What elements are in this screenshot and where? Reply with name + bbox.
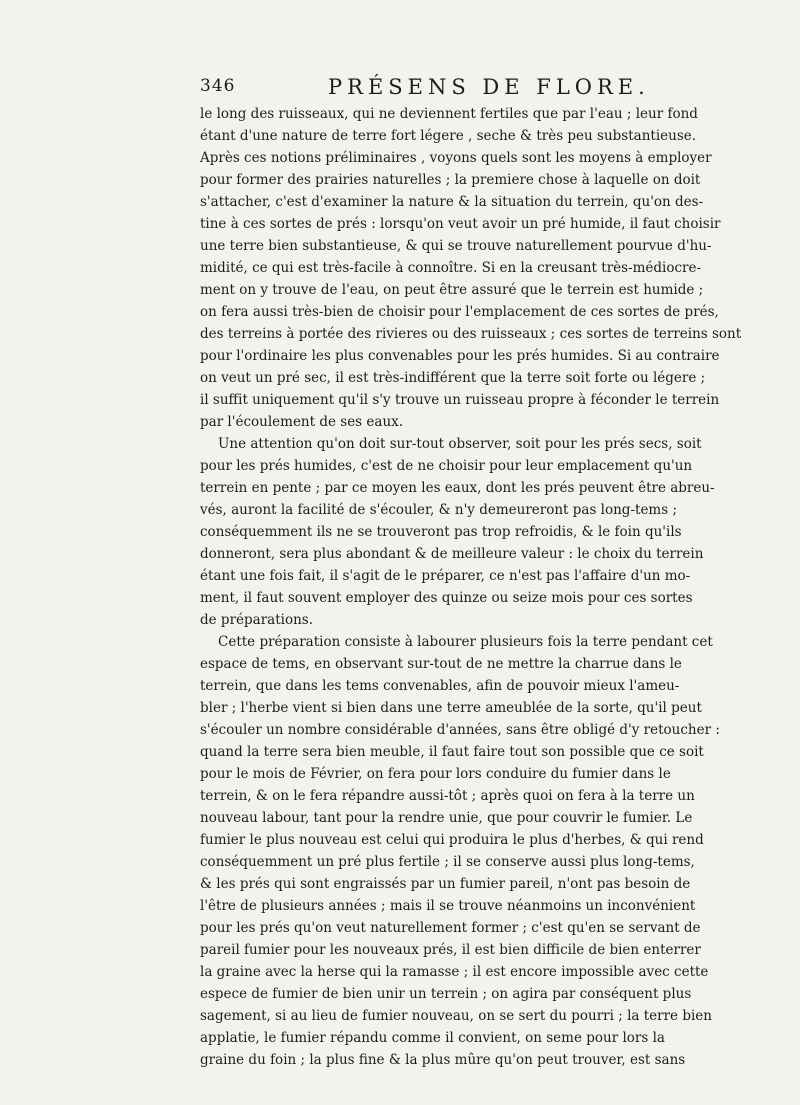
text-line: on veut un pré sec, il est très-indifférent que la terre soit forte ou légere ;	[200, 370, 706, 386]
text-line: conséquemment un pré plus fertile ; il se conserve aussi plus long-tems,	[200, 854, 695, 870]
text-line: la graine avec la herse qui la ramasse ; il est encore impossible avec cette	[200, 964, 709, 980]
text-line: donneront, sera plus abondant & de meilleure valeur : le choix du terrein	[200, 546, 704, 562]
text-line: pour le mois de Février, on fera pour lors conduire du fumier dans le	[200, 766, 671, 782]
text-line: applatie, le fumier répandu comme il convient, on seme pour lors la	[200, 1030, 665, 1046]
text-line: le long des ruisseaux, qui ne deviennent fertiles que par l'eau ; leur fond	[200, 106, 698, 122]
text-line: étant d'une nature de terre fort légere , seche & très peu substantieuse.	[200, 128, 697, 144]
text-line: & les prés qui sont engraissés par un fumier pareil, n'ont pas besoin de	[200, 876, 691, 892]
text-line: espace de tems, en observant sur-tout de ne mettre la charrue dans le	[200, 656, 682, 672]
text-line: par l'écoulement de ses eaux.	[200, 414, 404, 430]
text-line: pour former des prairies naturelles ; la premiere chose à laquelle on doit	[200, 172, 701, 188]
text-line: ment on y trouve de l'eau, on peut être assuré que le terrein est humide ;	[200, 282, 704, 298]
text-line: pareil fumier pour les nouveaux prés, il est bien difficile de bien enterrer	[200, 942, 701, 958]
text-line: sagement, si au lieu de fumier nouveau, on se sert du pourri ; la terre bien	[200, 1008, 712, 1024]
text-line: s'écouler un nombre considérable d'années, sans être obligé d'y retoucher :	[200, 722, 720, 738]
text-line: terrein en pente ; par ce moyen les eaux, dont les prés peuvent être abreu-	[200, 480, 715, 496]
text-line: l'être de plusieurs années ; mais il se trouve néanmoins un inconvénient	[200, 898, 696, 914]
text-line: des terreins à portée des rivieres ou des ruisseaux ; ces sortes de terreins sont	[200, 326, 742, 342]
paragraph-start-line: Cette préparation consiste à labourer plusieurs fois la terre pendant cet	[218, 634, 713, 650]
text-line: étant une fois fait, il s'agit de le préparer, ce n'est pas l'affaire d'un mo-	[200, 568, 691, 584]
paragraph-start-line: Une attention qu'on doit sur-tout observer, soit pour les prés secs, soit	[218, 436, 702, 452]
text-line: tine à ces sortes de prés : lorsqu'on veut avoir un pré humide, il faut choisir	[200, 216, 721, 232]
text-line: pour l'ordinaire les plus convenables pour les prés humides. Si au contraire	[200, 348, 720, 364]
text-line: midité, ce qui est très-facile à connoître. Si en la creusant très-médiocre-	[200, 260, 702, 276]
text-line: quand la terre sera bien meuble, il faut faire tout son possible que ce soit	[200, 744, 704, 760]
text-line: de préparations.	[200, 612, 313, 628]
text-line: Après ces notions préliminaires , voyons quels sont les moyens à employer	[200, 150, 712, 166]
text-line: ment, il faut souvent employer des quinze ou seize mois pour ces sortes	[200, 590, 693, 606]
text-line: une terre bien substantieuse, & qui se trouve naturellement pourvue d'hu-	[200, 238, 712, 254]
text-line: s'attacher, c'est d'examiner la nature & la situation du terrein, qu'on des-	[200, 194, 704, 210]
text-line: espece de fumier de bien unir un terrein ; on agira par conséquent plus	[200, 986, 692, 1002]
text-line: fumier le plus nouveau est celui qui produira le plus d'herbes, & qui rend	[200, 832, 704, 848]
text-line: il suffit uniquement qu'il s'y trouve un ruisseau propre à féconder le terrein	[200, 392, 720, 408]
running-head: PRÉSENS DE FLORE.	[328, 75, 650, 99]
page-header	[200, 60, 755, 100]
body-text	[200, 103, 763, 1071]
text-line: graine du foin ; la plus fine & la plus mûre qu'on peut trouver, est sans	[200, 1052, 686, 1068]
text-line: pour les prés qu'on veut naturellement former ; c'est qu'en se servant de	[200, 920, 701, 936]
page-number: 346	[200, 76, 236, 96]
text-line: nouveau labour, tant pour la rendre unie, que pour couvrir le fumier. Le	[200, 810, 693, 826]
text-line: conséquemment ils ne se trouveront pas trop refroidis, & le foin qu'ils	[200, 524, 682, 540]
text-line: terrein, que dans les tems convenables, afin de pouvoir mieux l'ameu-	[200, 678, 680, 694]
text-line: vés, auront la facilité de s'écouler, & n'y demeureront pas long-tems ;	[200, 502, 677, 518]
text-line: bler ; l'herbe vient si bien dans une terre ameublée de la sorte, qu'il peut	[200, 700, 702, 716]
text-line: on fera aussi très-bien de choisir pour l'emplacement de ces sortes de prés,	[200, 304, 719, 320]
text-line: pour les prés humides, c'est de ne choisir pour leur emplacement qu'un	[200, 458, 693, 474]
text-line: terrein, & on le fera répandre aussi-tôt ; après quoi on fera à la terre un	[200, 788, 695, 804]
